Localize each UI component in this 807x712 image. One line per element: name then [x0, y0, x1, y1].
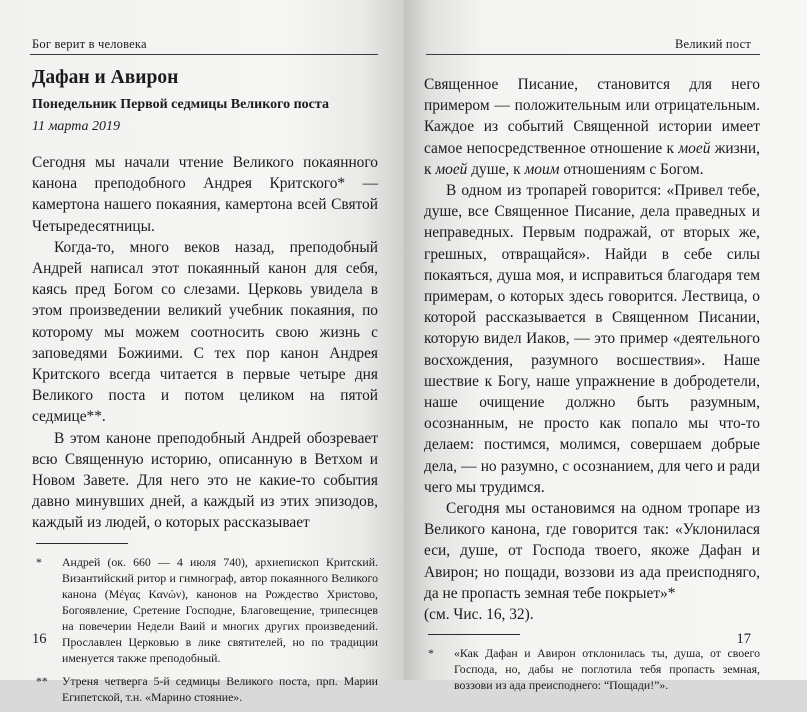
citation: (см. Чис. 16, 32). [424, 606, 534, 624]
header-rule-left [30, 54, 378, 55]
paragraph [424, 74, 760, 180]
article-date: 11 марта 2019 [32, 119, 120, 134]
article-title: Дафан и Авирон [32, 67, 179, 88]
right-page [404, 0, 807, 693]
page-number-left: 16 [32, 631, 47, 647]
footnote-text: Андрей (ок. 660 — 4 июля 740), архиепископ Критский. Византийский ритор и гимнограф, автор покаянного Великого канона (Μέγας Κανών), канонов на Рождество Христово, Богоявление, Сретение Господне, Благовещение, трипеснцев на повечерии Недели Ваий и многих других произведений. Прославлен Церковью в лике святителей, но по традиции именуется также преподобный. [62, 554, 378, 665]
text-run: отношениям с Богом. [559, 160, 704, 178]
running-head-left: Бог верит в человека [32, 37, 147, 51]
emphasis: моим [524, 160, 560, 178]
paragraph: В этом каноне преподобный Андрей обозревает всю Священную историю, описанную в Ветхом и Новом Завете. Для него это не какие-то события давно минувших дней, а каждый из этих эпизодов, каждый из людей, о которых рассказывает [32, 429, 378, 532]
footnote-text: «Как Дафан и Авирон отклонилась ты, душа, от своего Господа, но, дабы не поглотила тебя пропасть земная, воззови из ада преисподнего: “Пощади!”». [454, 646, 760, 693]
footnote-mark: ** [36, 673, 48, 688]
running-head-right: Великий пост [674, 37, 751, 51]
footnote [32, 554, 378, 666]
page-number-right: 17 [736, 631, 751, 647]
footnote [424, 645, 760, 693]
text-run: жизни, к [424, 139, 760, 178]
footnote-rule [428, 634, 520, 635]
paragraph: Сегодня мы начали чтение Великого покаянного канона преподобного Андрея Критского* — камертона нашего покаяния, камертона всей Святой Четыредесятницы. [32, 154, 378, 235]
text-run: Священное Писание, становится для него примером — положительным или отрицательным. Каждое из событий Священной истории имеет самое непосредственное отношение к [424, 76, 760, 157]
paragraph: Когда-то, много веков назад, преподобный Андрей написал этот покаянный канон для себя, каясь пред Богом со слезами. Церковь увидела в этом произведении великий учебник покаяния, по которому мы можем соотносить свою жизнь с заповедями Божиими. С тех пор канон Андрея Критского всегда читается в первые четыре дня Великого поста и потом целиком на пятой седмице**. [32, 238, 378, 426]
footnote-rule [36, 543, 128, 544]
left-page-body [32, 66, 378, 712]
article-subtitle: Понедельник Первой седмицы Великого поста [32, 97, 329, 112]
paragraph: В одном из тропарей говорится: «Привел тебе, душе, все Священное Писание, дела праведных и неправедных. Первым подражай, от вторых же, грешных, отвращайся». Найди в себе силы покаяться, душа моя, и исправиться благодаря тем примерам, о которых здесь говорится. Лествица, о которой рассказывается в Священном Писании, которую видел Иаков, — это пример «деятельного восхождения, разумного восшествия». Наше шествие к Богу, наше упражнение в добродетели, наше очищение должно быть разумным, осознанным, не просто как попало мы что-то делаем: постимся, молимся, совершаем добрые дела, — но разумно, с осознанием, для чего и ради чего мы трудимся. [424, 182, 760, 496]
header-rule-right [426, 54, 760, 55]
emphasis: моей [678, 139, 711, 157]
footnote-mark: * [428, 646, 434, 661]
left-page [0, 0, 404, 704]
footnote-text: Утреня четверга 5-й седмицы Великого поста, прп. Марии Египетской, т.н. «Марино стояние». [62, 673, 378, 704]
right-page-body [424, 74, 760, 700]
footnote-mark: * [36, 554, 42, 569]
paragraph: Сегодня мы остановимся на одном тропаре из Великого канона, где говорится так: «Уклонилася еси, душе, от Господа твоего, якоже Дафан и Авирон; но пощади, воззови из ада преисподняго, да не пропасть земная тебе покрыет»* [424, 500, 760, 602]
footnote [32, 673, 378, 705]
text-run: душе, к [467, 160, 525, 178]
emphasis: моей [435, 160, 468, 178]
